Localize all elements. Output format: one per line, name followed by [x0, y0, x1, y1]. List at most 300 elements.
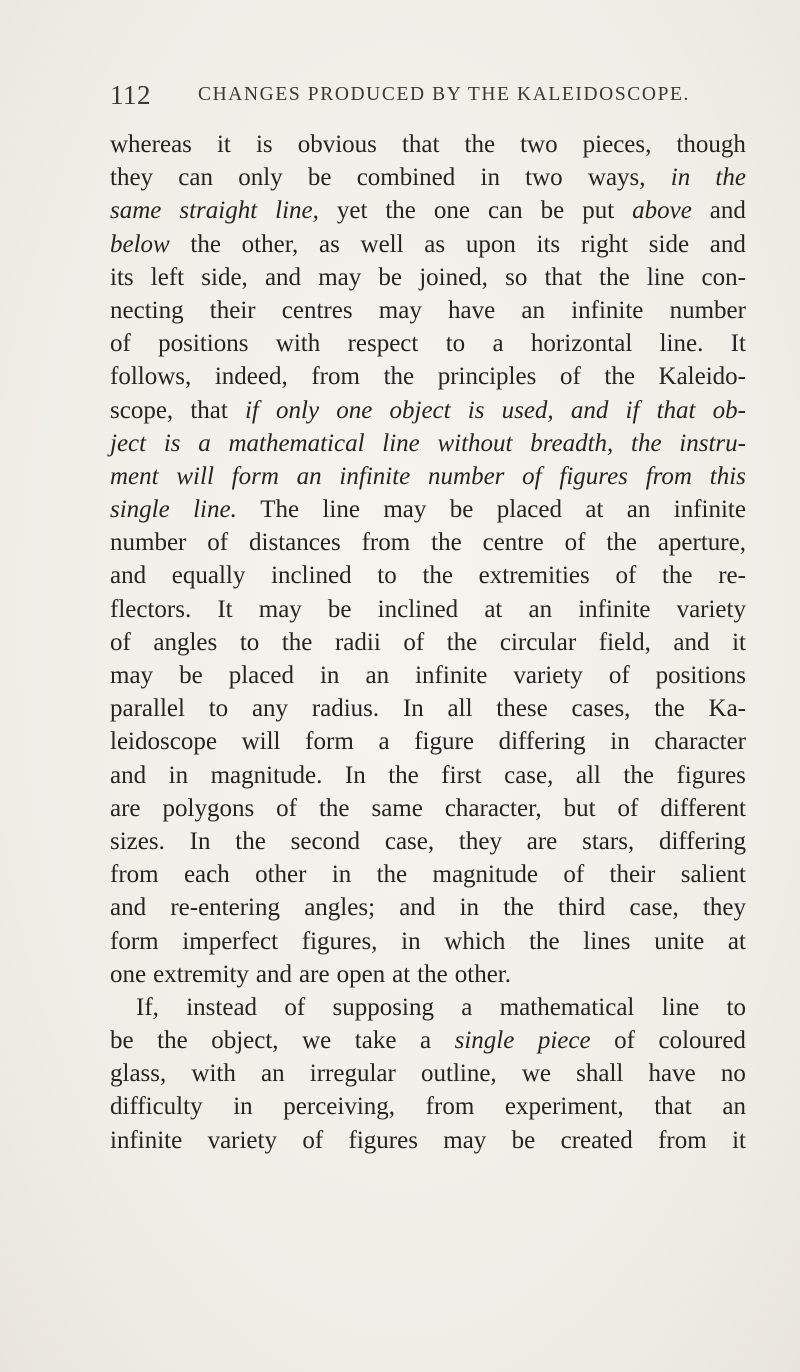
word: will [241, 728, 281, 756]
text-line [110, 825, 746, 858]
word: from [361, 529, 411, 557]
text-line [110, 991, 746, 1024]
text-line [110, 128, 746, 161]
word: its [536, 230, 561, 258]
word: with [191, 1060, 236, 1088]
word: extremities [478, 562, 590, 590]
word: the [190, 230, 221, 258]
word: to [445, 330, 466, 358]
word: whereas [110, 131, 192, 158]
word: the [431, 529, 462, 557]
word: If, [136, 993, 159, 1021]
word: indeed, [214, 363, 288, 391]
word: in [459, 894, 480, 922]
word: unite [654, 927, 705, 955]
word: infinite [339, 462, 411, 490]
word: in [233, 1093, 253, 1121]
word: infinite [571, 296, 644, 324]
word: from [645, 462, 692, 490]
word: may [383, 496, 427, 524]
word: line. [193, 496, 237, 524]
word: they [458, 827, 502, 855]
word: without [437, 429, 513, 457]
word: first [441, 761, 482, 789]
word: can [487, 197, 523, 225]
word: one [433, 197, 470, 225]
word: inclined [377, 595, 459, 623]
word: number [428, 462, 505, 490]
word: cases, [571, 695, 631, 723]
word: line, [275, 197, 319, 225]
word: placed [496, 496, 562, 524]
word: combined [356, 164, 456, 192]
word: experiment, [504, 1093, 624, 1121]
word: and [110, 562, 147, 590]
word: case, [504, 761, 554, 789]
word: infinite [578, 595, 651, 623]
word: glass, [110, 1060, 167, 1088]
word: each [183, 861, 230, 889]
word: the [599, 263, 630, 291]
word: con- [701, 263, 746, 291]
word: be [307, 164, 332, 192]
word: the [715, 164, 746, 192]
word: take [354, 1027, 397, 1055]
word: the [422, 562, 453, 590]
word: the [529, 927, 560, 955]
word: joined, [419, 263, 488, 291]
word: an [528, 595, 553, 623]
word: character, [444, 794, 542, 822]
word: In [402, 695, 424, 723]
word: that [190, 396, 228, 424]
word: angles; [304, 894, 376, 922]
word: if [244, 396, 259, 424]
word: of [284, 993, 306, 1021]
word: It [730, 330, 746, 358]
word: of [276, 794, 297, 822]
word: to [726, 993, 746, 1021]
word: any [251, 695, 289, 723]
word: is [163, 429, 181, 457]
word: the [383, 363, 415, 391]
word: leidoscope [110, 728, 217, 756]
word: case, [384, 827, 435, 855]
word: but [563, 794, 596, 822]
word: at [727, 927, 746, 955]
word: figures [676, 761, 746, 789]
word: we [521, 1060, 551, 1088]
word: only [276, 396, 320, 424]
text-line [110, 1024, 746, 1057]
word: the [623, 761, 654, 789]
word: it [732, 1126, 746, 1154]
text-line [110, 1057, 746, 1090]
word: of [564, 529, 586, 557]
word: may [378, 296, 422, 324]
word: single [454, 1027, 515, 1055]
word: scope, [110, 396, 174, 424]
word: of [614, 1027, 635, 1055]
word: distances [249, 529, 341, 557]
text-line [110, 626, 746, 659]
word: may [318, 263, 362, 291]
word: parallel [110, 695, 185, 723]
word: the [385, 197, 416, 225]
word: above [632, 197, 692, 225]
word: coloured [658, 1027, 746, 1055]
word: equally [171, 562, 246, 590]
word: irregular [309, 1060, 396, 1088]
word: Kaleido- [658, 363, 746, 391]
text-line [110, 759, 746, 792]
word: it [732, 628, 746, 656]
word: which [444, 927, 506, 955]
word: form [110, 927, 159, 955]
word: line [661, 993, 700, 1021]
word: form [305, 728, 354, 756]
word: magnitude. [210, 761, 323, 789]
word: from [658, 1126, 707, 1154]
word: to [208, 695, 229, 723]
word: all [447, 695, 473, 723]
word: same [371, 794, 423, 822]
word: same [110, 197, 162, 225]
text-line [110, 925, 746, 958]
page-number: 112 [110, 80, 151, 110]
word: all [575, 761, 601, 789]
word: to [377, 562, 397, 590]
word: right [580, 230, 629, 258]
word: and [709, 197, 746, 225]
word: shall [576, 1060, 624, 1088]
word: an [365, 662, 390, 689]
text-line [110, 1124, 746, 1157]
word: side, [201, 263, 248, 291]
page-header [110, 76, 750, 116]
word: In [344, 761, 366, 789]
word: with [275, 330, 321, 358]
text-line [110, 659, 746, 692]
word: case, [629, 894, 679, 922]
word: stars, [582, 827, 635, 855]
word: form [231, 462, 279, 490]
word: at [484, 595, 503, 623]
word: piece [537, 1027, 591, 1055]
word: of [615, 562, 637, 590]
word: they [110, 164, 154, 192]
word: line. [659, 330, 704, 358]
word: used, [501, 396, 554, 424]
word: differing [498, 728, 586, 756]
text-line [110, 327, 746, 360]
word: figure [414, 728, 474, 756]
word: put [582, 197, 615, 225]
word: figures [559, 462, 628, 490]
text-line [110, 427, 746, 460]
word: the [503, 894, 534, 922]
word: be [327, 595, 352, 623]
word: line [646, 263, 685, 291]
word: instead [186, 993, 258, 1021]
word: a [461, 993, 473, 1021]
word: upon [465, 230, 516, 258]
word: of [110, 628, 131, 656]
word: in [331, 861, 352, 889]
word: in [319, 662, 340, 689]
word: so [505, 263, 528, 291]
word: of [559, 363, 581, 391]
text-line [110, 360, 746, 393]
word: outline, [421, 1060, 497, 1088]
word: the [235, 827, 266, 855]
word: object, [211, 1027, 279, 1055]
word: in [480, 164, 500, 192]
word: at [392, 960, 411, 988]
word: re-entering [170, 894, 280, 922]
word: they [702, 894, 746, 922]
word: number [669, 296, 746, 324]
text-line [110, 725, 746, 758]
word: of [403, 628, 425, 656]
word: the [376, 861, 408, 889]
word: inclined [271, 562, 352, 590]
word: centres [281, 296, 353, 324]
word: the [654, 695, 685, 723]
text-line [110, 394, 746, 427]
word: of [207, 529, 229, 557]
word: of [110, 330, 131, 358]
word: of [617, 794, 639, 822]
word: figures, [301, 927, 378, 955]
word: have [448, 296, 496, 324]
word: other, [241, 230, 299, 258]
word: are [299, 960, 330, 988]
text-line [110, 559, 746, 592]
word: other. [454, 960, 512, 988]
word: perceiving, [283, 1093, 396, 1121]
word: instru- [679, 429, 746, 457]
text-line [110, 261, 746, 294]
word: in [401, 927, 421, 955]
word: difficulty [110, 1093, 203, 1121]
word: polygons [162, 794, 255, 822]
word: ment [110, 462, 159, 490]
word: to [239, 628, 260, 656]
word: that [401, 131, 440, 158]
word: created [560, 1126, 633, 1154]
word: be [378, 263, 403, 291]
word: follows, [110, 363, 192, 391]
word: only [238, 164, 283, 192]
word: in [670, 164, 691, 192]
word: supposing [332, 993, 434, 1021]
word: one [336, 396, 373, 424]
word: line [382, 429, 420, 457]
word: an [296, 462, 322, 490]
word: though [676, 131, 746, 158]
word: object [389, 396, 451, 424]
word: variety [676, 595, 746, 623]
word: infinite [415, 662, 488, 689]
word: Ka- [708, 695, 746, 723]
word: the [388, 761, 419, 789]
word: character [654, 728, 746, 756]
word: the [604, 363, 635, 391]
word: and [255, 960, 293, 988]
text-line [110, 792, 746, 825]
word: radius. [311, 695, 380, 723]
word: circular [499, 628, 577, 656]
word: the [464, 131, 496, 158]
word: positions [655, 662, 746, 689]
word: in [610, 728, 630, 756]
word: It [217, 595, 233, 623]
word: pieces, [582, 131, 652, 158]
word: In [189, 827, 211, 855]
word: left [150, 263, 185, 291]
word: at [585, 496, 604, 524]
word: in [168, 761, 189, 789]
word: side [648, 230, 690, 258]
word: from [110, 861, 159, 889]
word: this [709, 462, 746, 490]
word: single [110, 496, 170, 524]
word: of [522, 462, 542, 490]
word: as [424, 230, 446, 258]
text-line [110, 161, 746, 194]
word: of [302, 1126, 324, 1154]
word: centre [482, 529, 544, 557]
word: line [322, 496, 360, 524]
text-line [110, 958, 746, 991]
word: lines [583, 927, 631, 955]
word: imperfect [182, 927, 279, 955]
word: infinite [673, 496, 746, 524]
word: are [110, 794, 141, 822]
text-line [110, 493, 746, 526]
word: breadth, [530, 429, 614, 457]
text-line [110, 294, 746, 327]
text-line [110, 692, 746, 725]
word: The [260, 496, 300, 524]
word: a [198, 429, 211, 457]
text-line [110, 228, 746, 261]
word: flectors. [110, 595, 192, 623]
word: the [417, 960, 448, 988]
text-line [110, 1090, 746, 1123]
word: a [378, 728, 390, 756]
word: from [311, 363, 360, 391]
word: these [496, 695, 548, 723]
word: differing [658, 827, 746, 855]
word: third [558, 894, 606, 922]
word: respect [347, 330, 419, 358]
word: obvious [297, 131, 377, 158]
word: an [626, 496, 651, 524]
running-head: CHANGES PRODUCED BY THE KALEIDOSCOPE. [198, 84, 691, 105]
word: the [281, 628, 313, 656]
word: figures [348, 1126, 418, 1154]
body-text [110, 128, 746, 1157]
word: the [318, 794, 350, 822]
word: two [525, 164, 563, 192]
word: aperture, [657, 529, 746, 557]
word: may [110, 662, 154, 689]
word: their [209, 296, 256, 324]
word: we [302, 1027, 332, 1055]
word: field, [598, 628, 651, 656]
word: and [709, 230, 746, 258]
word: have [648, 1060, 696, 1088]
word: its [110, 263, 134, 291]
word: their [609, 861, 656, 889]
word: one [110, 960, 147, 988]
word: below [110, 230, 170, 258]
word: variety [207, 1126, 277, 1154]
word: and [264, 263, 302, 291]
word: ob- [712, 396, 746, 424]
word: mathematical [228, 429, 365, 457]
word: radii [334, 628, 381, 656]
word: necting [110, 296, 184, 324]
word: and [673, 628, 710, 656]
word: may [258, 595, 302, 623]
word: are [526, 827, 558, 855]
word: ways, [587, 164, 646, 192]
word: salient [680, 861, 746, 889]
word: sizes. [110, 827, 165, 855]
word: an [521, 296, 546, 324]
word: angles [153, 628, 218, 656]
word: is [255, 131, 273, 158]
word: can [178, 164, 213, 192]
word: the [606, 529, 637, 557]
word: if [625, 396, 640, 424]
word: mathematical [499, 993, 635, 1021]
word: positions [158, 330, 249, 358]
word: as [319, 230, 340, 258]
word: of [608, 662, 630, 689]
word: that [544, 263, 582, 291]
word: open [336, 960, 386, 988]
word: a [419, 1027, 432, 1055]
word: the [661, 562, 693, 590]
word: that [656, 396, 696, 424]
word: and [110, 761, 147, 789]
word: and [110, 894, 147, 922]
word: number [110, 529, 187, 557]
word: yet [336, 197, 368, 225]
word: extremity [153, 960, 249, 988]
text-line [110, 194, 746, 227]
word: from [425, 1093, 475, 1121]
text-line [110, 891, 746, 924]
word: be [540, 197, 565, 225]
word: of [563, 861, 585, 889]
word: may [443, 1126, 487, 1154]
word: the [446, 628, 478, 656]
word: and [570, 396, 609, 424]
word: other [255, 861, 307, 889]
word: variety [513, 662, 583, 689]
word: placed [228, 662, 294, 689]
word: second [290, 827, 361, 855]
word: two [520, 131, 558, 158]
word: straight [179, 197, 258, 225]
word: will [176, 462, 214, 490]
word: the [157, 1027, 188, 1055]
